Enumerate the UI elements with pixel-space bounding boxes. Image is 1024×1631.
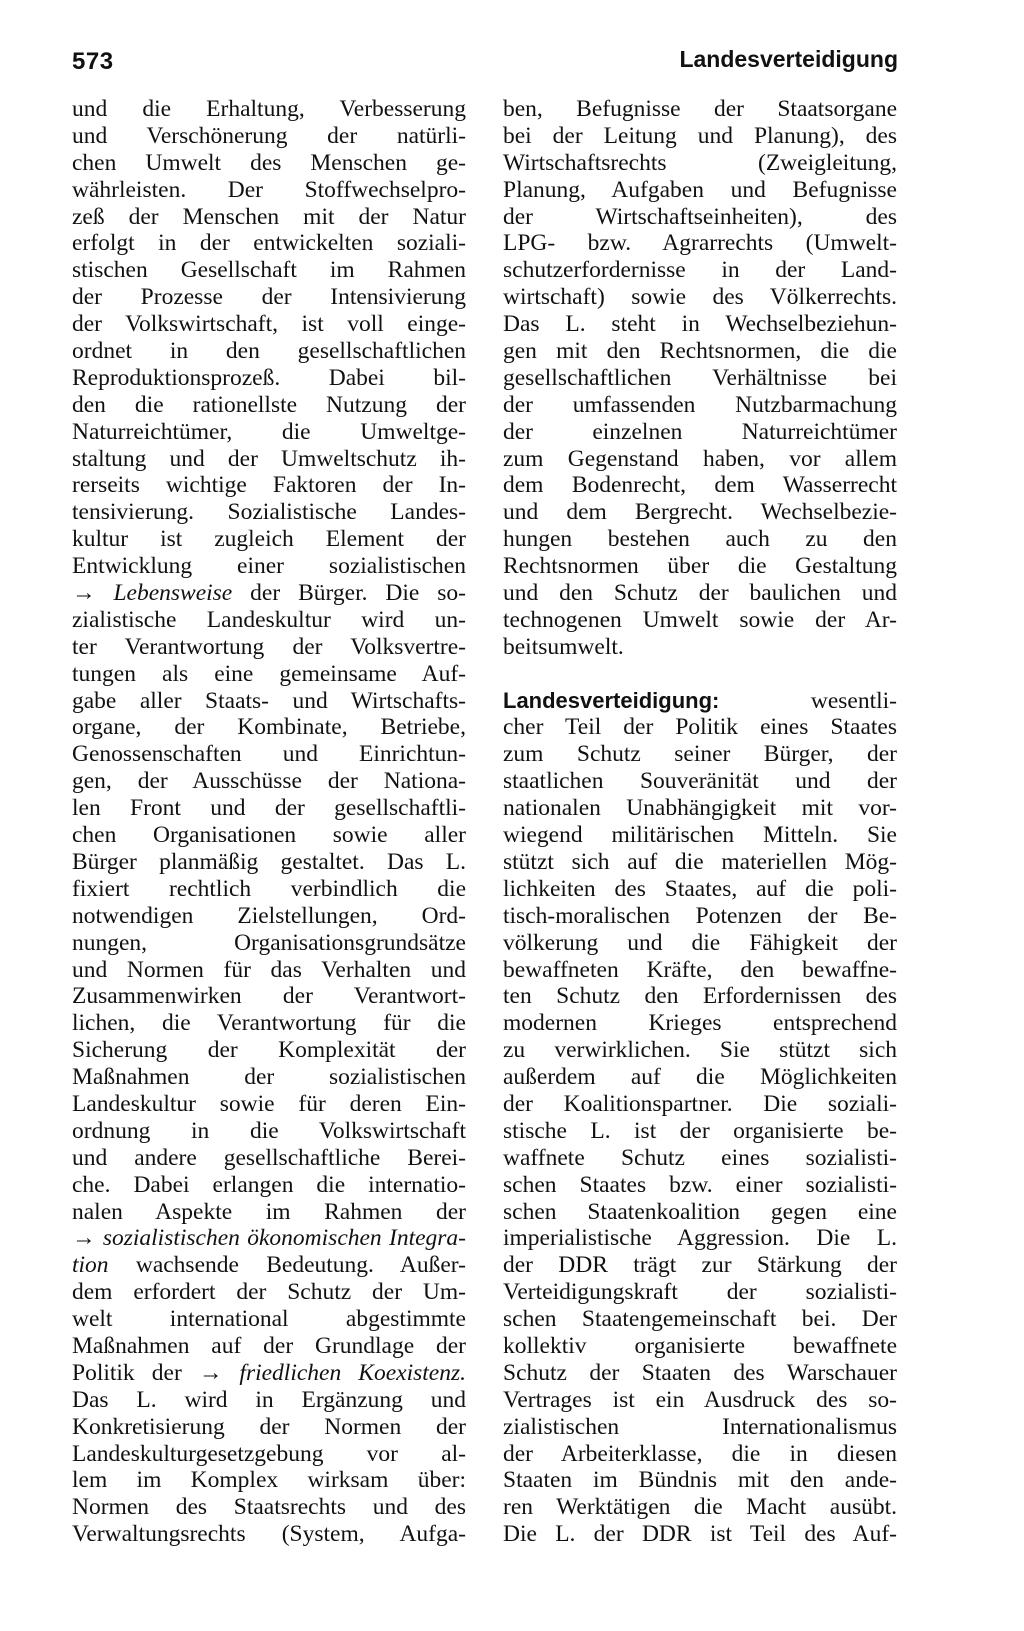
left-column [72, 96, 466, 1548]
text-line: ter Verantwortung der Volksvertre- [72, 633, 466, 660]
text-line: stischen Gesellschaft im Rahmen [72, 257, 466, 284]
text-line: bei der Leitung und Planung), des [503, 122, 897, 149]
cross-reference-arrow: → [198, 1359, 240, 1386]
text-line: Verteidigungskraft der sozialisti- [503, 1279, 897, 1306]
cross-reference-term: Lebensweise [113, 580, 233, 607]
text-line: und Normen für das Verhalten und [72, 956, 466, 983]
text-line: Entwicklung einer sozialistischen [72, 553, 466, 580]
text-line: währleisten. Der Stoffwechselpro- [72, 176, 466, 203]
text-line: modernen Krieges entsprechend [503, 1010, 897, 1037]
text-line: Wirtschaftsrechts (Zweigleitung, [503, 149, 897, 176]
text-line: und Verschönerung der natürli- [72, 122, 466, 149]
cross-reference-arrow: → [72, 1225, 103, 1252]
text-line: ordnung in die Volkswirtschaft [72, 1117, 466, 1144]
text-line: Zusammenwirken der Verantwort- [72, 983, 466, 1010]
text-line: Normen des Staatsrechts und des [72, 1494, 466, 1521]
text-line: gabe aller Staats- und Wirtschafts- [72, 687, 466, 714]
page-number: 573 [72, 48, 114, 75]
text-line: kollektiv organisierte bewaffnete [503, 1332, 897, 1359]
text-line: Bürger planmäßig gestaltet. Das L. [72, 848, 466, 875]
text-line: waffnete Schutz eines sozialisti- [503, 1144, 897, 1171]
text-line: der Arbeiterklasse, die in diesen [503, 1440, 897, 1467]
text-line: lem im Komplex wirksam über: [72, 1467, 466, 1494]
cross-reference-arrow: → [72, 580, 114, 607]
cross-reference-term: friedlichen Koexistenz. [239, 1359, 466, 1386]
text-line: zialistische Landeskultur wird un- [72, 606, 466, 633]
text-line: der umfassenden Nutzbarmachung [503, 391, 897, 418]
cross-reference-term: tion [72, 1252, 109, 1279]
text-line: Vertrages ist ein Ausdruck des so- [503, 1386, 897, 1413]
text-line: den die rationellste Nutzung der [72, 391, 466, 418]
text-line: Landeskulturgesetzgebung vor al- [72, 1440, 466, 1467]
cross-reference-term: sozialistischen ökonomischen Integra- [102, 1225, 467, 1252]
text-line: Maßnahmen auf der Grundlage der [72, 1332, 466, 1359]
text-line: der Koalitionspartner. Die soziali- [503, 1090, 897, 1117]
text-line: fixiert rechtlich verbindlich die [72, 875, 466, 902]
text-line: Genossenschaften und Einrichtun- [72, 741, 466, 768]
text-line: kultur ist zugleich Element der [72, 526, 466, 553]
running-head: Landesverteidigung [679, 46, 898, 72]
text-line: tisch-moralischen Potenzen der Be- [503, 902, 897, 929]
text-line: chen Organisationen sowie aller [72, 822, 466, 849]
text-line: len Front und der gesellschaftli- [72, 795, 466, 822]
text-fragment: wachsende Bedeutung. Außer- [108, 1252, 466, 1279]
text-fragment: Politik der [72, 1359, 199, 1386]
text-line: der Prozesse der Intensivierung [72, 284, 466, 311]
text-line: außerdem auf die Möglichkeiten [503, 1064, 897, 1091]
text-line: ordnet in den gesellschaftlichen [72, 338, 466, 365]
text-line: der DDR trägt zur Stärkung der [503, 1252, 897, 1279]
text-fragment: der Bürger. Die so- [232, 580, 467, 607]
text-line: imperialistische Aggression. Die L. [503, 1225, 897, 1252]
entry-heading-line [503, 688, 897, 715]
text-line: stützt sich auf die materiellen Mög- [503, 848, 897, 875]
text-line: und den Schutz der baulichen und [503, 580, 897, 607]
text-line: beitsumwelt. [503, 633, 624, 660]
paragraph-gap [503, 661, 897, 688]
text-line: stische L. ist der organisierte be- [503, 1117, 897, 1144]
text-line [72, 580, 466, 607]
text-line: Konkretisierung der Normen der [72, 1413, 466, 1440]
text-line: völkerung und die Fähigkeit der [503, 929, 897, 956]
text-line: organe, der Kombinate, Betriebe, [72, 714, 466, 741]
text-line: nungen, Organisationsgrundsätze [72, 929, 466, 956]
text-line: erfolgt in der entwickelten soziali- [72, 230, 466, 257]
text-line: der Wirtschaftseinheiten), des [503, 203, 897, 230]
text-line [72, 1225, 466, 1252]
text-line: Die L. der DDR ist Teil des Auf- [503, 1521, 897, 1548]
text-line: gen, der Ausschüsse der Nationa- [72, 768, 466, 795]
text-line: chen Umwelt des Menschen ge- [72, 149, 466, 176]
text-line: und die Erhaltung, Verbesserung [72, 96, 466, 122]
text-line: und andere gesellschaftliche Berei- [72, 1144, 466, 1171]
text-line: tensivierung. Sozialistische Landes- [72, 499, 466, 526]
text-line: LPG- bzw. Agrarrechts (Umwelt- [503, 230, 897, 257]
text-line: nationalen Unabhängigkeit mit vor- [503, 795, 897, 822]
text-line: cher Teil der Politik eines Staates [503, 714, 897, 741]
text-line: zu verwirklichen. Sie stützt sich [503, 1037, 897, 1064]
text-line: welt international abgestimmte [72, 1306, 466, 1333]
text-line: nalen Aspekte im Rahmen der [72, 1198, 466, 1225]
text-line: zum Schutz seiner Bürger, der [503, 741, 897, 768]
text-line: der Volkswirtschaft, ist voll einge- [72, 311, 466, 338]
text-line: wiegend militärischen Mitteln. Sie [503, 822, 897, 849]
text-line: Schutz der Staaten des Warschauer [503, 1359, 897, 1386]
text-line: ren Werktätigen die Macht ausübt. [503, 1494, 897, 1521]
text-line: hungen bestehen auch zu den [503, 526, 897, 553]
text-line: Planung, Aufgaben und Befugnisse [503, 176, 897, 203]
text-line: che. Dabei erlangen die internatio- [72, 1171, 466, 1198]
text-line: staatlichen Souveränität und der [503, 768, 897, 795]
text-line: schutzerfordernisse in der Land- [503, 257, 897, 284]
text-line: Staaten im Bündnis mit den ande- [503, 1467, 897, 1494]
text-line: Das L. steht in Wechselbeziehun- [503, 311, 897, 338]
text-line: ben, Befugnisse der Staatsorgane [503, 96, 897, 122]
text-line: gesellschaftlichen Verhältnisse bei [503, 364, 897, 391]
text-line: Reproduktionsprozeß. Dabei bil- [72, 364, 466, 391]
text-line: dem Bodenrecht, dem Wasserrecht [503, 472, 897, 499]
text-line: bewaffneten Kräfte, den bewaffne- [503, 956, 897, 983]
text-line: schen Staatenkoalition gegen eine [503, 1198, 897, 1225]
text-line [72, 1360, 466, 1387]
text-line: Naturreichtümer, die Umweltge- [72, 418, 466, 445]
text-line: der einzelnen Naturreichtümer [503, 418, 897, 445]
text-line: dem erfordert der Schutz der Um- [72, 1279, 466, 1306]
text-line: Maßnahmen der sozialistischen [72, 1064, 466, 1091]
text-line [72, 1252, 466, 1279]
right-column [503, 96, 897, 1548]
text-line: technogenen Umwelt sowie der Ar- [503, 606, 897, 633]
text-line: schen Staatengemeinschaft bei. Der [503, 1306, 897, 1333]
text-line: zeß der Menschen mit der Natur [72, 203, 466, 230]
text-line: lichen, die Verantwortung für die [72, 1010, 466, 1037]
text-line: lichkeiten des Staates, auf die poli- [503, 875, 897, 902]
text-line: Verwaltungsrechts (System, Aufga- [72, 1521, 466, 1548]
text-line: Das L. wird in Ergänzung und [72, 1386, 466, 1413]
entry-keyword: Landesverteidigung: [503, 687, 720, 713]
text-line: zum Gegenstand haben, vor allem [503, 445, 897, 472]
text-line: rerseits wichtige Faktoren der In- [72, 472, 466, 499]
text-line: und dem Bergrecht. Wechselbezie- [503, 499, 897, 526]
text-line: ten Schutz den Erfordernissen des [503, 983, 897, 1010]
text-line: tungen als eine gemeinsame Auf- [72, 660, 466, 687]
text-line: schen Staates bzw. einer sozialisti- [503, 1171, 897, 1198]
text-line: Rechtsnormen über die Gestaltung [503, 553, 897, 580]
text-line: staltung und der Umweltschutz ih- [72, 445, 466, 472]
text-line: wirtschaft) sowie des Völkerrechts. [503, 284, 897, 311]
text-fragment: wesentli- [719, 687, 897, 714]
text-line: Sicherung der Komplexität der [72, 1037, 466, 1064]
text-line: zialistischen Internationalismus [503, 1413, 897, 1440]
text-line: gen mit den Rechtsnormen, die die [503, 338, 897, 365]
text-line: Landeskultur sowie für deren Ein- [72, 1090, 466, 1117]
text-line: notwendigen Zielstellungen, Ord- [72, 902, 466, 929]
